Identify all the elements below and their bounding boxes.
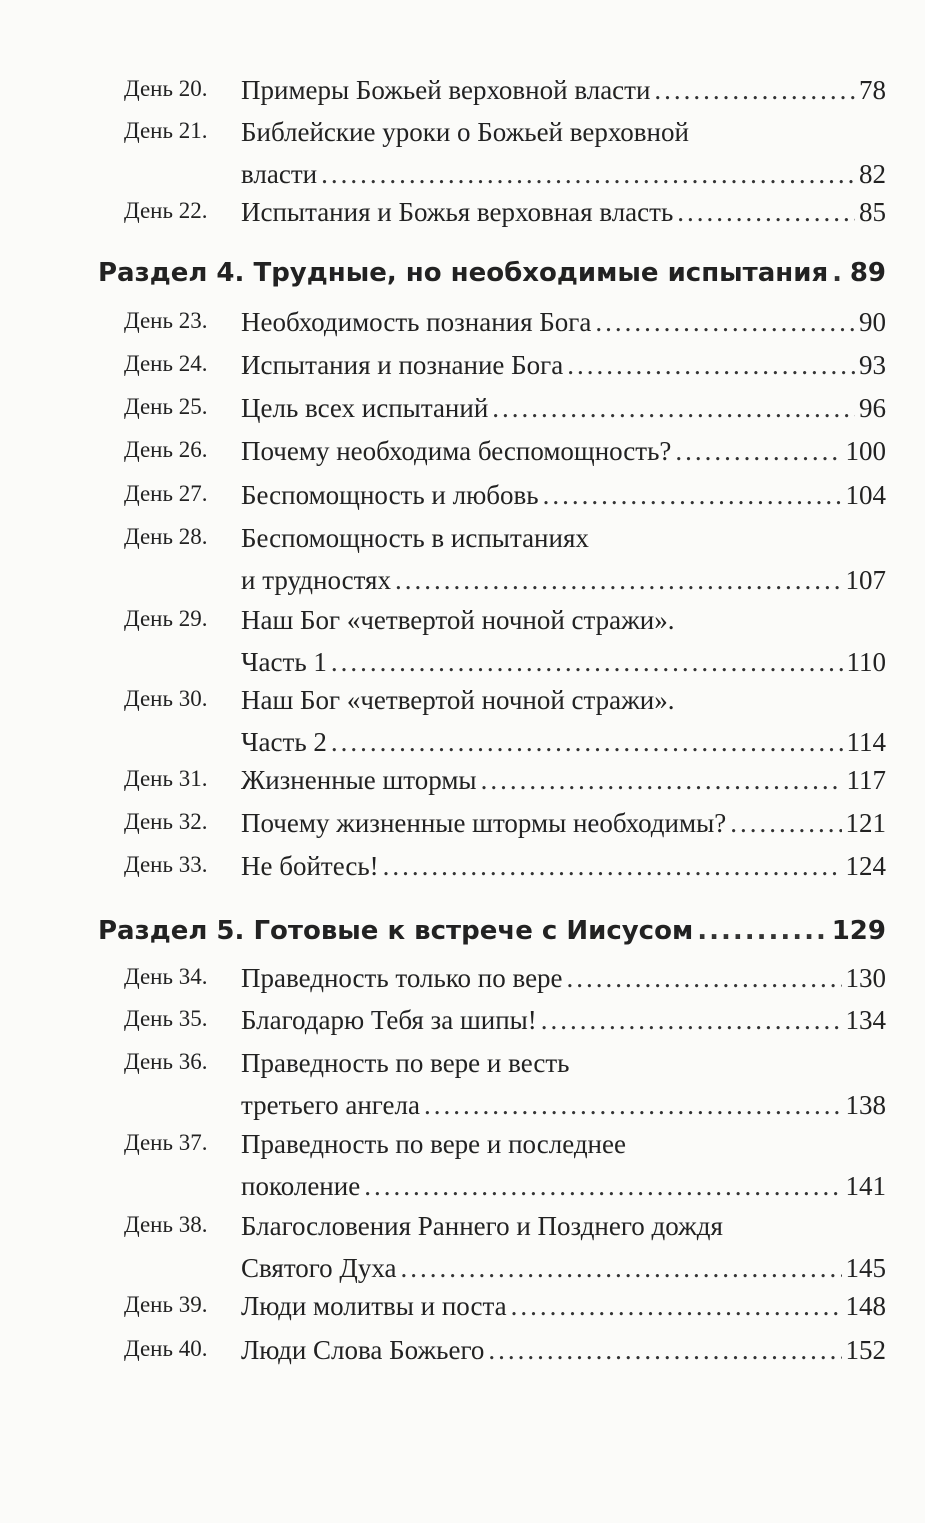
entry-title [241, 345, 886, 387]
section-heading [98, 916, 886, 960]
entry-title-line: Библейские уроки о Божьей верховной [241, 117, 689, 147]
entry-title [241, 600, 886, 684]
toc-line [241, 154, 886, 196]
entry-title [241, 958, 886, 1000]
entry-title [241, 518, 886, 602]
dot-leader [481, 760, 843, 800]
entry-title [241, 70, 886, 112]
entry-title [241, 475, 886, 517]
entry-title-line: Часть 2 [241, 727, 327, 757]
day-label: День 31. [124, 766, 208, 791]
entry-title-line: Наш Бог «четвертой ночной стражи». [241, 605, 675, 635]
toc-line [241, 560, 886, 602]
entry-title-line: Беспомощность в испытаниях [241, 523, 589, 553]
day-label: День 22. [124, 198, 208, 223]
entry-title [241, 302, 886, 344]
entry-title-line: Праведность по вере и весть [241, 1048, 570, 1078]
day-label: День 34. [124, 964, 208, 989]
entry-title-line: Цель всех испытаний [241, 393, 489, 423]
entry-title-line: Часть 1 [241, 647, 327, 677]
toc-line [241, 192, 886, 234]
page-number: 90 [859, 307, 886, 337]
day-label: День 32. [124, 809, 208, 834]
dot-leader [400, 1248, 841, 1288]
page-number: 93 [859, 350, 886, 380]
dot-leader [595, 302, 855, 342]
day-label: День 27. [124, 481, 208, 506]
entry-title [241, 1330, 886, 1372]
entry-title [241, 1124, 886, 1208]
page-number: 107 [845, 565, 886, 595]
entry-title [241, 112, 886, 196]
day-label: День 36. [124, 1049, 208, 1074]
page-number: 138 [845, 1090, 886, 1120]
entry-title [241, 760, 886, 802]
page-number: 82 [859, 159, 886, 189]
page-number: 145 [845, 1253, 886, 1283]
entry-title [241, 1206, 886, 1290]
dot-leader [492, 388, 855, 428]
toc-line [241, 680, 886, 722]
entry-title [241, 680, 886, 764]
dot-leader [654, 70, 855, 110]
dot-leader [541, 1000, 842, 1040]
dot-leader [488, 1330, 841, 1370]
entry-title-line: Примеры Божьей верховной власти [241, 75, 651, 105]
dot-leader [677, 192, 855, 232]
page-number: 152 [845, 1335, 886, 1365]
dot-leader [543, 475, 842, 515]
day-label: День 23. [124, 308, 208, 333]
toc-line [241, 431, 886, 473]
toc-line [241, 1166, 886, 1208]
toc-line [241, 642, 886, 684]
entry-title-line: Жизненные штормы [241, 765, 477, 795]
toc-line [241, 1330, 886, 1372]
dot-leader [383, 846, 842, 886]
day-label: День 39. [124, 1292, 208, 1317]
page-number: 121 [845, 808, 886, 838]
dot-leader [832, 258, 846, 288]
day-label: День 28. [124, 524, 208, 549]
entry-title-line: Наш Бог «четвертой ночной стражи». [241, 685, 675, 715]
page-number: 129 [831, 916, 886, 946]
page-number: 114 [846, 727, 886, 757]
entry-title-line: Люди Слова Божьего [241, 1335, 485, 1365]
dot-leader [395, 560, 842, 600]
toc-line [241, 803, 886, 845]
entry-title-line: третьего ангела [241, 1090, 420, 1120]
page-number: 85 [859, 197, 886, 227]
entry-title-line: Святого Духа [241, 1253, 397, 1283]
toc-line [241, 345, 886, 387]
toc-line [241, 958, 886, 1000]
toc-line [241, 1248, 886, 1290]
toc-line [241, 112, 886, 154]
toc-line [241, 1000, 886, 1042]
dot-leader [675, 431, 841, 471]
page-number: 96 [859, 393, 886, 423]
page-number: 104 [845, 480, 886, 510]
page-number: 134 [845, 1005, 886, 1035]
section-heading [98, 258, 886, 302]
dot-leader [697, 916, 828, 946]
day-label: День 35. [124, 1006, 208, 1031]
toc-line [241, 1206, 886, 1248]
dot-leader [424, 1085, 842, 1125]
toc-line [241, 760, 886, 802]
toc-line [241, 475, 886, 517]
page-number: 117 [846, 765, 886, 795]
entry-title-line: Необходимость познания Бога [241, 307, 592, 337]
dot-leader [331, 722, 843, 762]
day-label: День 33. [124, 852, 208, 877]
entry-title [241, 192, 886, 234]
toc-line [241, 1286, 886, 1328]
dot-leader [321, 154, 855, 194]
day-label: День 21. [124, 118, 208, 143]
section-title: Раздел 5. Готовые к встрече с Иисусом [98, 916, 694, 946]
entry-title [241, 1286, 886, 1328]
entry-title-line: поколение [241, 1171, 361, 1201]
entry-title-line: Испытания и познание Бога [241, 350, 564, 380]
day-label: День 29. [124, 606, 208, 631]
day-label: День 26. [124, 437, 208, 462]
section-title: Раздел 4. Трудные, но необходимые испытания [98, 258, 829, 288]
dot-leader [567, 958, 842, 998]
entry-title-line: и трудностях [241, 565, 391, 595]
dot-leader [364, 1166, 841, 1206]
toc-line [241, 388, 886, 430]
day-label: День 25. [124, 394, 208, 419]
toc-line [241, 302, 886, 344]
entry-title [241, 1043, 886, 1127]
entry-title-line: Праведность только по вере [241, 963, 563, 993]
page-number: 89 [849, 258, 886, 288]
day-label: День 24. [124, 351, 208, 376]
entry-title [241, 846, 886, 888]
dot-leader [331, 642, 843, 682]
day-label: День 40. [124, 1336, 208, 1361]
day-label: День 20. [124, 76, 208, 101]
entry-title-line: Благословения Раннего и Позднего дождя [241, 1211, 723, 1241]
entry-title-line: Почему жизненные штормы необходимы? [241, 808, 727, 838]
toc-line [241, 1085, 886, 1127]
day-label: День 38. [124, 1212, 208, 1237]
page-number: 100 [845, 436, 886, 466]
toc-line [98, 258, 886, 302]
page-number: 110 [846, 647, 886, 677]
page-number: 141 [845, 1171, 886, 1201]
toc-line [241, 70, 886, 112]
entry-title-line: Испытания и Божья верховная власть [241, 197, 674, 227]
toc-line [241, 1043, 886, 1085]
dot-leader [730, 803, 841, 843]
dot-leader [511, 1286, 842, 1326]
page-number: 148 [845, 1291, 886, 1321]
day-label: День 37. [124, 1130, 208, 1155]
page-number: 78 [859, 75, 886, 105]
entry-title [241, 1000, 886, 1042]
entry-title [241, 803, 886, 845]
dot-leader [567, 345, 855, 385]
toc-line [241, 846, 886, 888]
page-number: 130 [845, 963, 886, 993]
toc-line [241, 518, 886, 560]
day-label: День 30. [124, 686, 208, 711]
toc-line [241, 722, 886, 764]
entry-title-line: Благодарю Тебя за шипы! [241, 1005, 537, 1035]
entry-title-line: власти [241, 159, 318, 189]
page-number: 124 [845, 851, 886, 881]
entry-title [241, 388, 886, 430]
toc-line [241, 1124, 886, 1166]
toc-line [98, 916, 886, 960]
entry-title-line: Почему необходима беспомощность? [241, 436, 672, 466]
entry-title-line: Беспомощность и любовь [241, 480, 539, 510]
entry-title [241, 431, 886, 473]
entry-title-line: Не бойтесь! [241, 851, 379, 881]
entry-title-line: Люди молитвы и поста [241, 1291, 507, 1321]
toc-line [241, 600, 886, 642]
entry-title-line: Праведность по вере и последнее [241, 1129, 626, 1159]
